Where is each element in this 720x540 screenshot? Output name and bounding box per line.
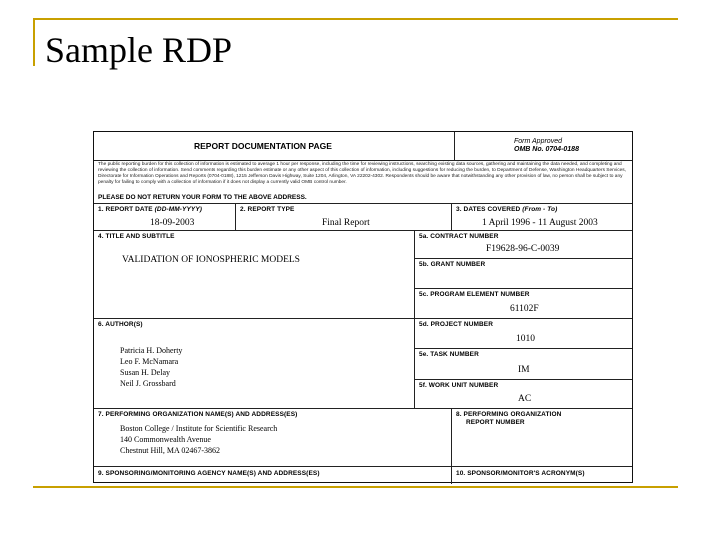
report-date-format: (DD-MM-YYYY) <box>154 206 203 213</box>
perf-report-number-label-1: 8. PERFORMING ORGANIZATION <box>456 411 562 418</box>
rule-sponsor <box>94 466 632 467</box>
form-header-title: REPORT DOCUMENTATION PAGE <box>194 141 332 151</box>
org-line-3[interactable]: Chestnut Hill, MA 02467-3862 <box>120 446 221 455</box>
slide-title: Sample RDP <box>45 30 233 70</box>
perf-report-number-label-2: REPORT NUMBER <box>466 419 525 426</box>
row1-divider-b <box>451 203 452 230</box>
project-number-value[interactable]: 1010 <box>516 334 535 344</box>
dates-covered-format: (From - To) <box>522 206 558 213</box>
author-4[interactable]: Neil J. Grossbard <box>120 379 176 388</box>
top-accent-rule <box>33 18 678 20</box>
org-line-1[interactable]: Boston College / Institute for Scientific Research <box>120 424 278 433</box>
title-subtitle-label: 4. TITLE AND SUBTITLE <box>98 233 175 240</box>
program-element-label: 5c. PROGRAM ELEMENT NUMBER <box>419 291 530 298</box>
contract-number-label: 5a. CONTRACT NUMBER <box>419 233 499 240</box>
dates-covered-value[interactable]: 1 April 1996 - 11 August 2003 <box>482 218 598 228</box>
author-1[interactable]: Patricia H. Doherty <box>120 346 183 355</box>
grant-number-label: 5b. GRANT NUMBER <box>419 261 486 268</box>
omb-number: OMB No. 0704-0188 <box>514 146 579 153</box>
row1-top-rule <box>94 203 632 204</box>
rule-authors <box>94 318 632 319</box>
row2-top-rule <box>94 230 632 231</box>
author-2[interactable]: Leo F. McNamara <box>120 357 179 366</box>
work-unit-value[interactable]: AC <box>518 394 532 404</box>
project-number-label: 5d. PROJECT NUMBER <box>419 321 494 328</box>
author-3[interactable]: Susan H. Delay <box>120 368 170 377</box>
rule-5d-5e <box>414 348 632 349</box>
report-type-value[interactable]: Final Report <box>322 218 370 228</box>
authors-label: 6. AUTHOR(S) <box>98 321 143 328</box>
org-line-2[interactable]: 140 Commonwealth Avenue <box>120 435 211 444</box>
return-notice: PLEASE DO NOT RETURN YOUR FORM TO THE ABOVE ADDRESS. <box>98 194 307 201</box>
org-divider <box>451 408 452 484</box>
bottom-accent-rule <box>33 486 678 488</box>
title-subtitle-value[interactable]: VALIDATION OF IONOSPHERIC MODELS <box>122 255 300 265</box>
report-date-value[interactable]: 18-09-2003 <box>150 218 195 228</box>
dates-covered-label <box>456 206 557 213</box>
task-number-label: 5e. TASK NUMBER <box>419 351 479 358</box>
task-number-value[interactable]: IM <box>518 365 530 375</box>
report-date-label <box>98 206 202 213</box>
performing-org-label: 7. PERFORMING ORGANIZATION NAME(S) AND ADDRESS(ES) <box>98 411 298 418</box>
sponsoring-agency-label: 9. SPONSORING/MONITORING AGENCY NAME(S) AND ADDRESS(ES) <box>98 470 320 477</box>
rule-5b-5c <box>414 288 632 289</box>
report-date-label-text: 1. REPORT DATE <box>98 206 153 213</box>
rule-5e-5f <box>414 379 632 380</box>
contract-number-value[interactable]: F19628-96-C-0039 <box>486 244 560 254</box>
rule-org <box>94 408 632 409</box>
report-type-label: 2. REPORT TYPE <box>240 206 295 213</box>
burden-statement: The public reporting burden for this collection of information is estimated to average 1 hour per response, including the time for reviewing instructions, searching existing data sources, gathering and maintaining the data needed, and completing and reviewing the collection of information. Send comments regarding this burden estimate or any other aspect of this collection of information, including suggestions for reducing the burden, to Department of Defense, Washington Headquarters Services, Directorate for Information Operations and Reports (0704-0188), 1215 Jefferson Davis Highway, Suite 1204, Arlington, VA 22202-4302. Respondents should be aware that notwithstanding any other provision of law, no person shall be subject to any penalty for failing to comply with a collection of information if it does not display a currently valid OMB control number. <box>98 162 627 185</box>
program-element-value[interactable]: 61102F <box>510 304 539 314</box>
dates-covered-label-text: 3. DATES COVERED <box>456 206 521 213</box>
sponsor-acronym-label: 10. SPONSOR/MONITOR'S ACRONYM(S) <box>456 470 585 477</box>
left-accent-rule <box>33 18 35 66</box>
work-unit-label: 5f. WORK UNIT NUMBER <box>419 382 499 389</box>
left-right-divider <box>414 230 415 408</box>
header-rule <box>94 160 632 161</box>
form-approved-label: Form Approved <box>514 138 562 145</box>
header-divider <box>454 132 455 160</box>
report-documentation-form <box>93 131 633 483</box>
row1-divider-a <box>235 203 236 230</box>
rule-5a-5b <box>414 258 632 259</box>
